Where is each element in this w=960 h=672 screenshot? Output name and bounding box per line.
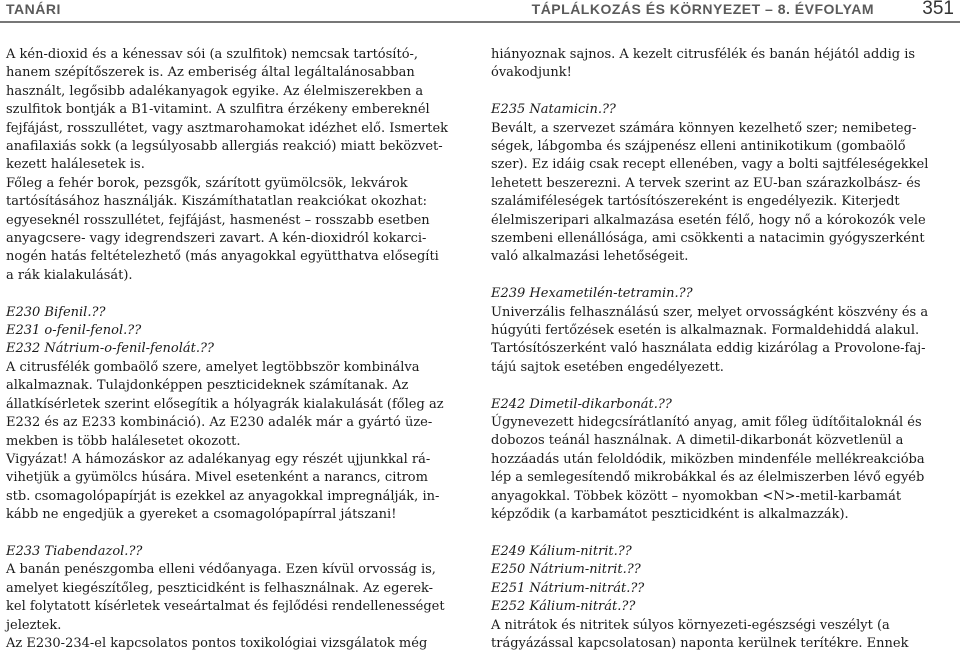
body-text-line: tartósításához használják. Kiszámíthatatlan reakciókat okozhat: [6, 194, 427, 210]
header-rule [0, 21, 960, 23]
body-text-line: lehetett beszerezni. A tervek szerint az EU-ban szárazkolbász- és [491, 175, 921, 191]
additive-heading: E232 Nátrium-o-fenil-fenolát.?? [6, 341, 214, 357]
header-chapter-title: TÁPLÁLKOZÁS ÉS KÖRNYEZET – 8. ÉVFOLYAM [531, 1, 874, 17]
body-text-line: nogén hatás feltételezhető (más anyagokkal együtthatva elősegíti [6, 249, 439, 265]
left-column [6, 46, 468, 653]
body-text-line: alkalmaznak. Tulajdonképpen peszticideknek számítanak. Az [6, 378, 409, 394]
body-text-line: egyeseknél rosszullétet, fejfájást, hasmenést – rosszabb esetben [6, 212, 430, 228]
body-text-line: állatkísérletek szerint elősegítik a hólyagrák kialakulását (főleg az [6, 396, 444, 412]
additive-heading: E231 o-fenil-fenol.?? [6, 323, 142, 339]
paragraph-spacer [491, 83, 953, 101]
body-text-line: Univerzális felhasználású szer, melyet orvosságként köszvény és a [491, 304, 929, 320]
body-text-line: A kén-dioxid és a kénessav sói (a szulfitok) nemcsak tartósító-, [6, 47, 419, 62]
body-text-line: Az E230-234-el kapcsolatos pontos toxikológiai vizsgálatok még [6, 635, 428, 651]
body-text-line: Bevált, a szervezet számára könnyen kezelhető szer; nemibeteg- [491, 120, 917, 136]
body-text-line: A banán penészgomba elleni védőanyaga. Ezen kívül orvosság is, [6, 562, 436, 578]
page-header [0, 0, 960, 22]
body-text-line: szer). Ez idáig csak recept ellenében, vagy a bolti sajtféleségekkel [491, 157, 929, 173]
paragraph-spacer [6, 525, 468, 543]
body-text-line: kel folytatott kísérletek veseártalmat és fejlődési rendellenességet [6, 599, 445, 615]
body-text-line: Tartósítószerként való használata eddig kizárólag a Provolone-faj- [491, 341, 926, 357]
body-text-line: ségek, lábgomba és szájpenész elleni antinikotikum (gombaölő [491, 139, 906, 155]
body-text-line: kezett halálesetek is. [6, 157, 145, 173]
body-text-line: mekben is több halálesetet okozott. [6, 433, 241, 449]
body-text-line: hozzáadás után feloldódik, miközben mindenféle mellékreakcióba [491, 451, 925, 467]
body-text-line: anyagokkal. Többek között – nyomokban <N>-metil-karbamát [491, 488, 902, 504]
additive-heading: E239 Hexametilén-tetramin.?? [491, 286, 693, 302]
body-text-line: húgyúti fertőzések esetén is alkalmaznak. Formaldehiddá alakul. [491, 323, 920, 339]
body-text-line: való alkalmazási lehetőségeit. [491, 249, 689, 265]
body-text-line: Úgynevezett hidegcsírátlanító anyag, amit főleg üdítőitaloknál és [491, 415, 922, 431]
body-text-line: szulfitok bontják a B1-vitamint. A szulfitra érzékeny embereknél [6, 102, 430, 118]
additive-heading: E233 Tiabendazol.?? [6, 543, 143, 559]
additive-heading: E249 Kálium-nitrit.?? [491, 543, 632, 559]
body-text-line: A citrusfélék gombaölő szere, amelyet legtöbbször kombinálva [6, 359, 420, 375]
additive-heading: E242 Dimetil-dikarbonát.?? [491, 396, 672, 412]
body-text-line: óvakodjunk! [491, 65, 572, 81]
header-section-label: TANÁRI [6, 1, 61, 17]
body-text-line: hanem szépítőszerek is. Az emberiség által legáltalánosabban [6, 65, 415, 81]
body-text-line: anyagcsere- vagy idegrendszeri zavart. A kén-dioxidról kokarci- [6, 231, 427, 247]
body-text-line: élelmiszeripari alkalmazása esetén félő, hogy nő a kórokozók vele [491, 212, 926, 228]
paragraph-spacer [491, 525, 953, 543]
body-text-line: kább ne engedjük a gyereket a csomagolópapírral játszani! [6, 507, 397, 523]
body-text-line: Főleg a fehér borok, pezsgők, szárított gyümölcsök, lekvárok [6, 175, 408, 191]
body-text-line: stb. csomagolópapírját is ezekkel az anyagokkal impregnálják, in- [6, 488, 440, 504]
page-number: 351 [922, 0, 954, 19]
body-text-line: szembeni ellenállósága, ami csökkenti a natacimin gyógyszerként [491, 231, 925, 247]
body-text-line: trágyázással kapcsolatosan) naponta kerülnek terítékre. Ennek [491, 635, 909, 651]
additive-heading: E230 Bifenil.?? [6, 304, 106, 320]
paragraph-spacer [6, 285, 468, 303]
body-text-line: dobozos teánál használnak. A dimetil-dikarbonát közvetlenül a [491, 433, 904, 449]
body-text-line: fejfájást, rosszullétet, vagy asztmarohamokat idézhet elő. Ismertek [6, 120, 449, 136]
body-text-line: E232 és az E233 kombináció). Az E230 adalék már a gyártó üze- [6, 415, 433, 431]
additive-heading: E251 Nátrium-nitrát.?? [491, 580, 645, 596]
body-text-line: a rák kialakulását). [6, 267, 133, 283]
body-text-line: képződik (a karbamátot peszticidként is alkalmazzák). [491, 507, 849, 523]
body-text-line: Vigyázat! A hámozáskor az adalékanyag egy részét ujjunkkal rá- [6, 451, 431, 467]
body-text-line: lép a semlegesítendő mikrobákkal és az élelmiszerben lévő egyéb [491, 470, 925, 486]
body-text-line: A nitrátok és nitritek súlyos környezeti-egészségi veszélyt (a [491, 617, 890, 633]
right-column [491, 46, 953, 653]
body-text-line: használt, legősibb adalékanyagok egyike. Az élelmiszerekben a [6, 83, 424, 99]
body-text-line: tájú sajtok esetében engedélyezett. [491, 359, 724, 375]
body-text-line: amelyet kiegészítőleg, peszticidként is felhasználnak. Az egerek- [6, 580, 434, 596]
paragraph-spacer [491, 267, 953, 285]
additive-heading: E252 Kálium-nitrát.?? [491, 599, 636, 615]
body-text-line: szalámiféleségek tartósítószereként is engedélyezik. Kiterjedt [491, 194, 900, 210]
additive-heading: E250 Nátrium-nitrit.?? [491, 562, 641, 578]
additive-heading: E235 Natamicin.?? [491, 102, 616, 118]
body-text-line: vihetjük a gyümölcs húsára. Mivel esetenként a narancs, citrom [6, 470, 428, 486]
body-text-line: jeleztek. [6, 617, 62, 633]
body-text-line: anafilaxiás sokk (a legsúlyosabb allergiás reakció) miatt beközvet- [6, 139, 443, 155]
body-text-line: hiányoznak sajnos. A kezelt citrusfélék és banán héjától addig is [491, 47, 916, 62]
paragraph-spacer [491, 377, 953, 395]
